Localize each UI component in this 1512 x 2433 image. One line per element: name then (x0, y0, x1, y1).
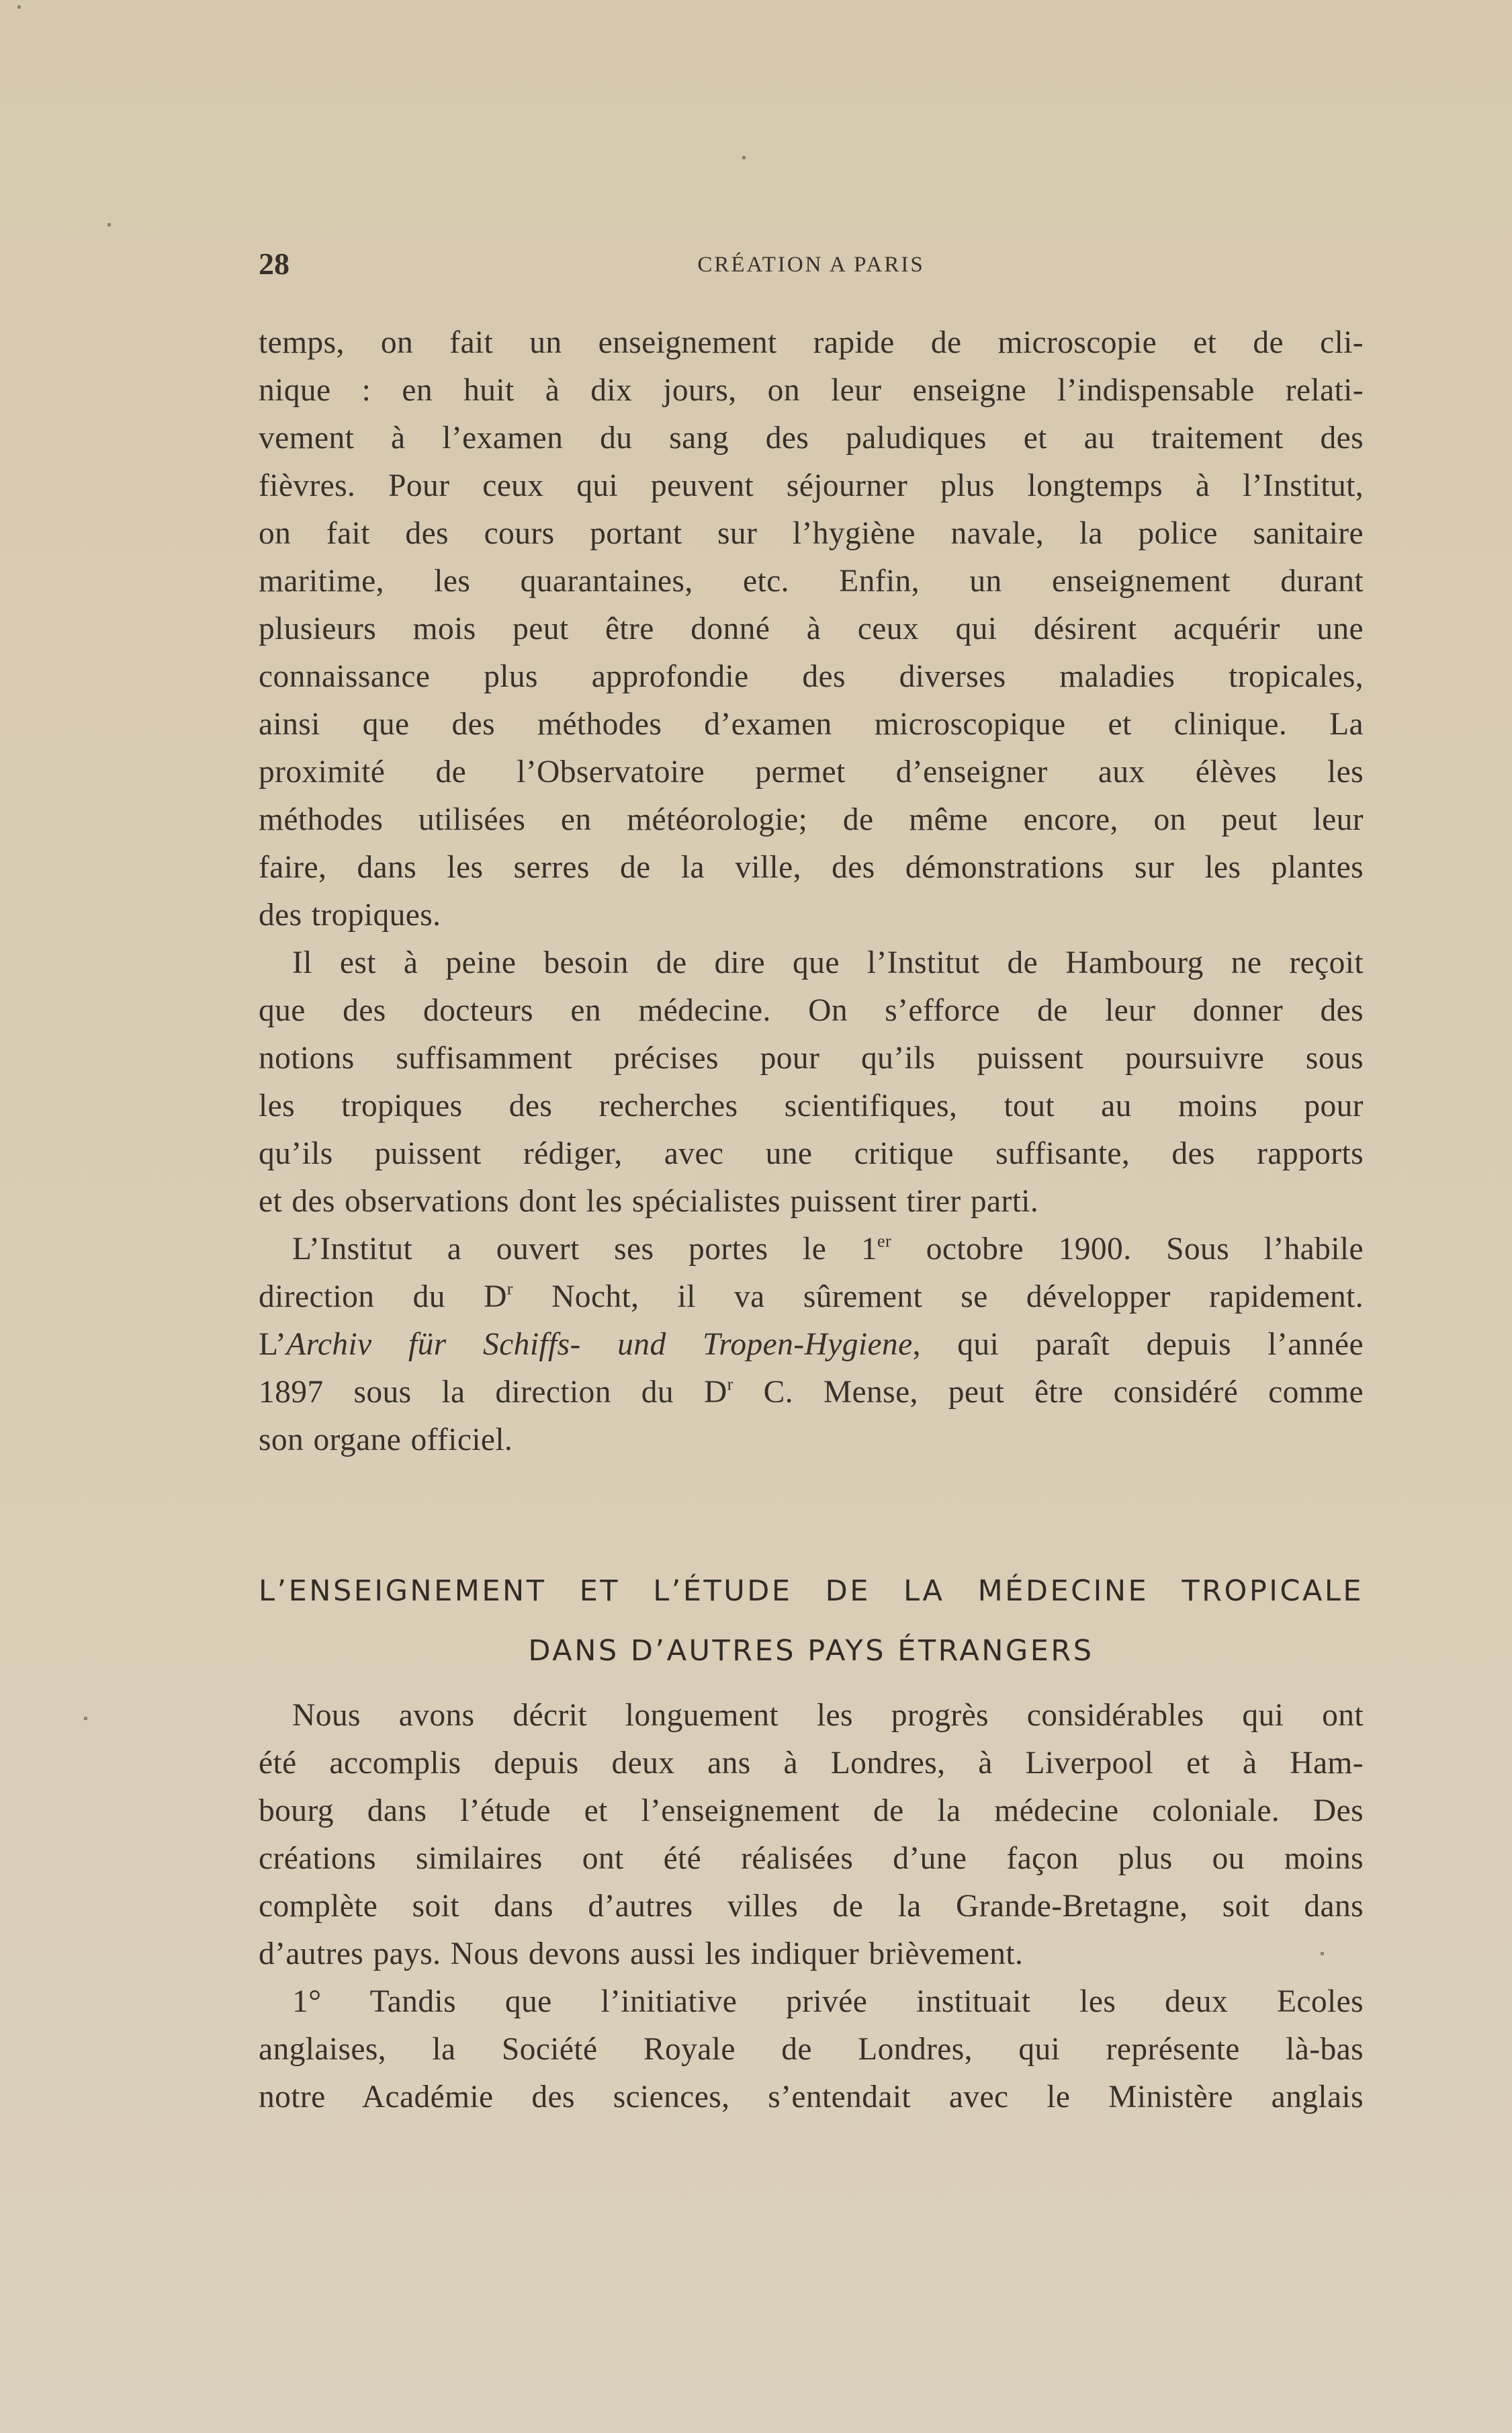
text-line: on fait des cours portant sur l’hygiène navale, la police sanitaire (259, 516, 1364, 551)
section-heading (259, 1562, 1364, 1681)
text-run: direction du D (259, 1279, 507, 1314)
text-line: bourg dans l’étude et l’enseignement de la médecine coloniale. Des (259, 1793, 1364, 1828)
text-line: faire, dans les serres de la ville, des démonstrations sur les plantes (259, 850, 1364, 885)
text-line: maritime, les quarantaines, etc. Enfin, un enseignement durant (259, 564, 1364, 599)
text-run: octobre 1900. Sous l’habile (891, 1232, 1364, 1267)
text-line: les tropiques des recherches scientifiques, tout au moins pour (259, 1089, 1364, 1123)
text-line: fièvres. Pour ceux qui peuvent séjourner plus longtemps à l’Institut, (259, 468, 1364, 503)
text-line: son organe officiel. (259, 1422, 513, 1457)
text-line (259, 1273, 1364, 1321)
scan-speck (17, 5, 21, 9)
paragraph-start-line: Nous avons décrit longuement les progrès considérables qui ont (292, 1698, 1364, 1733)
text-line: que des docteurs en médecine. On s’efforce de leur donner des (259, 993, 1364, 1028)
text-line (259, 1369, 1364, 1416)
text-line: qu’ils puissent rédiger, avec une critique suffisante, des rapports (259, 1136, 1364, 1171)
scan-speck (742, 156, 746, 159)
text-line: temps, on fait un enseignement rapide de microscopie et de cli- (259, 325, 1364, 360)
text-line (259, 1321, 1364, 1369)
running-head (259, 247, 1364, 281)
scan-speck (84, 1717, 87, 1720)
body-text-section (259, 1692, 1364, 2121)
journal-title: Archiv für Schiffs- und Tropen-Hygiene (286, 1327, 913, 1362)
text-line: anglaises, la Société Royale de Londres, qui représente là-bas (259, 2032, 1364, 2067)
text-line: créations similaires ont été réalisées d’une façon plus ou moins (259, 1841, 1364, 1876)
paragraph-start-line (259, 1226, 1364, 1273)
text-run: Nocht, il va sûrement se développer rapidement. (513, 1279, 1364, 1314)
scan-speck (107, 223, 111, 226)
page-number: 28 (259, 247, 290, 281)
text-line: plusieurs mois peut être donné à ceux qui désirent acquérir une (259, 611, 1364, 646)
text-run: , qui paraît depuis l’année (912, 1327, 1364, 1362)
paragraph-start-line: Il est à peine besoin de dire que l’Institut de Hambourg ne reçoit (292, 945, 1364, 980)
text-run: L’ (259, 1327, 287, 1362)
text-line: vement à l’examen du sang des paludiques et au traitement des (259, 421, 1364, 456)
section-heading-line-1: L’ENSEIGNEMENT ET L’ÉTUDE DE LA MÉDECINE TROPICALE (259, 1574, 1364, 1608)
text-run: C. Mense, peut être considéré comme (733, 1375, 1364, 1410)
superscript: r (506, 1279, 513, 1299)
body-text-continued (259, 319, 1364, 1464)
text-line: nique : en huit à dix jours, on leur enseigne l’indispensable relati- (259, 373, 1364, 408)
text-run: 1897 sous la direction du D (259, 1375, 727, 1410)
text-line: connaissance plus approfondie des diverses maladies tropicales, (259, 659, 1364, 694)
superscript: er (877, 1231, 892, 1251)
text-line: d’autres pays. Nous devons aussi les indiquer brièvement. (259, 1936, 1024, 1971)
paragraph-start-line: 1° Tandis que l’initiative privée instituait les deux Ecoles (292, 1984, 1364, 2019)
text-run: L’Institut a ouvert ses portes le 1 (292, 1232, 878, 1267)
text-line: ainsi que des méthodes d’examen microscopique et clinique. La (259, 707, 1364, 742)
text-line: proximité de l’Observatoire permet d’enseigner aux élèves les (259, 755, 1364, 789)
text-line: complète soit dans d’autres villes de la Grande-Bretagne, soit dans (259, 1889, 1364, 1924)
superscript: r (727, 1374, 733, 1394)
running-title: CRÉATION A PARIS (697, 253, 925, 277)
text-line: été accomplis depuis deux ans à Londres, à Liverpool et à Ham- (259, 1746, 1364, 1781)
section-heading-line-2: DANS D’AUTRES PAYS ÉTRANGERS (528, 1633, 1094, 1668)
text-line: des tropiques. (259, 898, 441, 933)
text-line: méthodes utilisées en météorologie; de même encore, on peut leur (259, 802, 1364, 837)
text-line: et des observations dont les spécialistes puissent tirer parti. (259, 1184, 1039, 1219)
text-line: notre Académie des sciences, s’entendait avec le Ministère anglais (259, 2080, 1364, 2115)
text-line: notions suffisamment précises pour qu’ils puissent poursuivre sous (259, 1041, 1364, 1076)
